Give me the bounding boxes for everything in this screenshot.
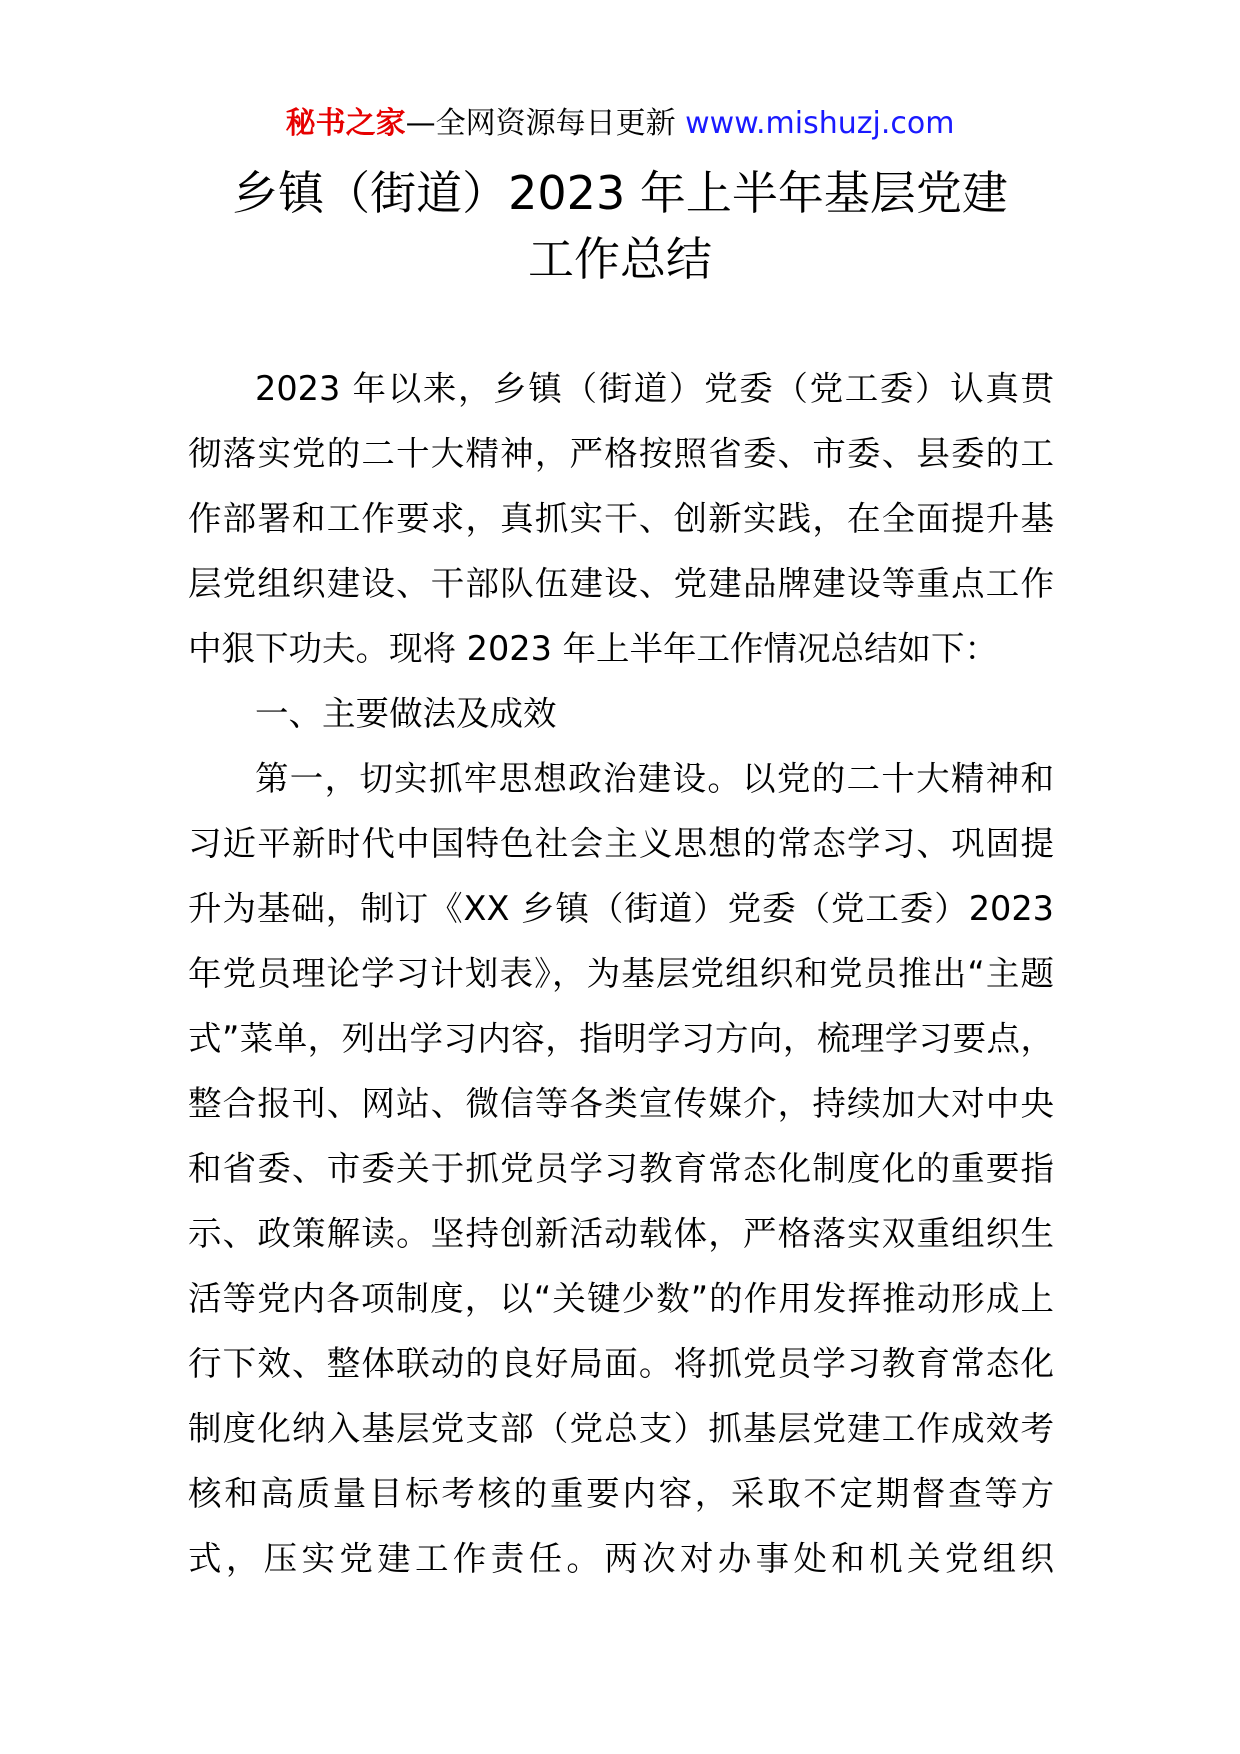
document-title-line-2: 工作总结 bbox=[528, 232, 712, 286]
intro-paragraph: 2023 年以来，乡镇（街道）党委（党工委）认真贯彻落实党的二十大精神，严格按照省委、市委、县委的工作部署和工作要求，真抓实干、创新实践，在全面提升基层党组织建设、干部队伍建设、党建品牌建设等重点工作中狠下功夫。现将 2023 年上半年工作情况总结如下： bbox=[188, 369, 1054, 668]
site-url-link[interactable]: www.mishuzj.com bbox=[685, 106, 955, 141]
section-heading: 一、主要做法及成效 bbox=[255, 694, 557, 733]
document-title bbox=[0, 160, 1240, 292]
document-body bbox=[188, 356, 1054, 1591]
site-brand: 秘书之家 bbox=[285, 106, 406, 141]
site-header bbox=[0, 104, 1240, 144]
section-paragraph: 第一，切实抓牢思想政治建设。以党的二十大精神和习近平新时代中国特色社会主义思想的常态学习、巩固提升为基础，制订《XX 乡镇（街道）党委（党工委）2023 年党员理论学习计划表》，为基层党组织和党员推出“主题式”菜单，列出学习内容，指明学习方向，梳理学习要点，整合报刊、网站、微信等各类宣传媒介，持续加大对中央和省委、市委关于抓党员学习教育常态化制度化的重要指示、政策解读。坚持创新活动载体，严格落实双重组织生活等党内各项制度，以“关键少数”的作用发挥推动形成上行下效、整体联动的良好局面。将抓党员学习教育常态化制度化纳入基层党支部（党总支）抓基层党建工作成效考核和高质量目标考核的重要内容，采取不定期督查等方式，压实党建工作责任。两次对办事处和机关党组织 bbox=[188, 759, 1054, 1578]
site-tagline: —全网资源每日更新 bbox=[405, 106, 676, 141]
document-title-line-1: 乡镇（街道）2023 年上半年基层党建 bbox=[232, 166, 1008, 220]
